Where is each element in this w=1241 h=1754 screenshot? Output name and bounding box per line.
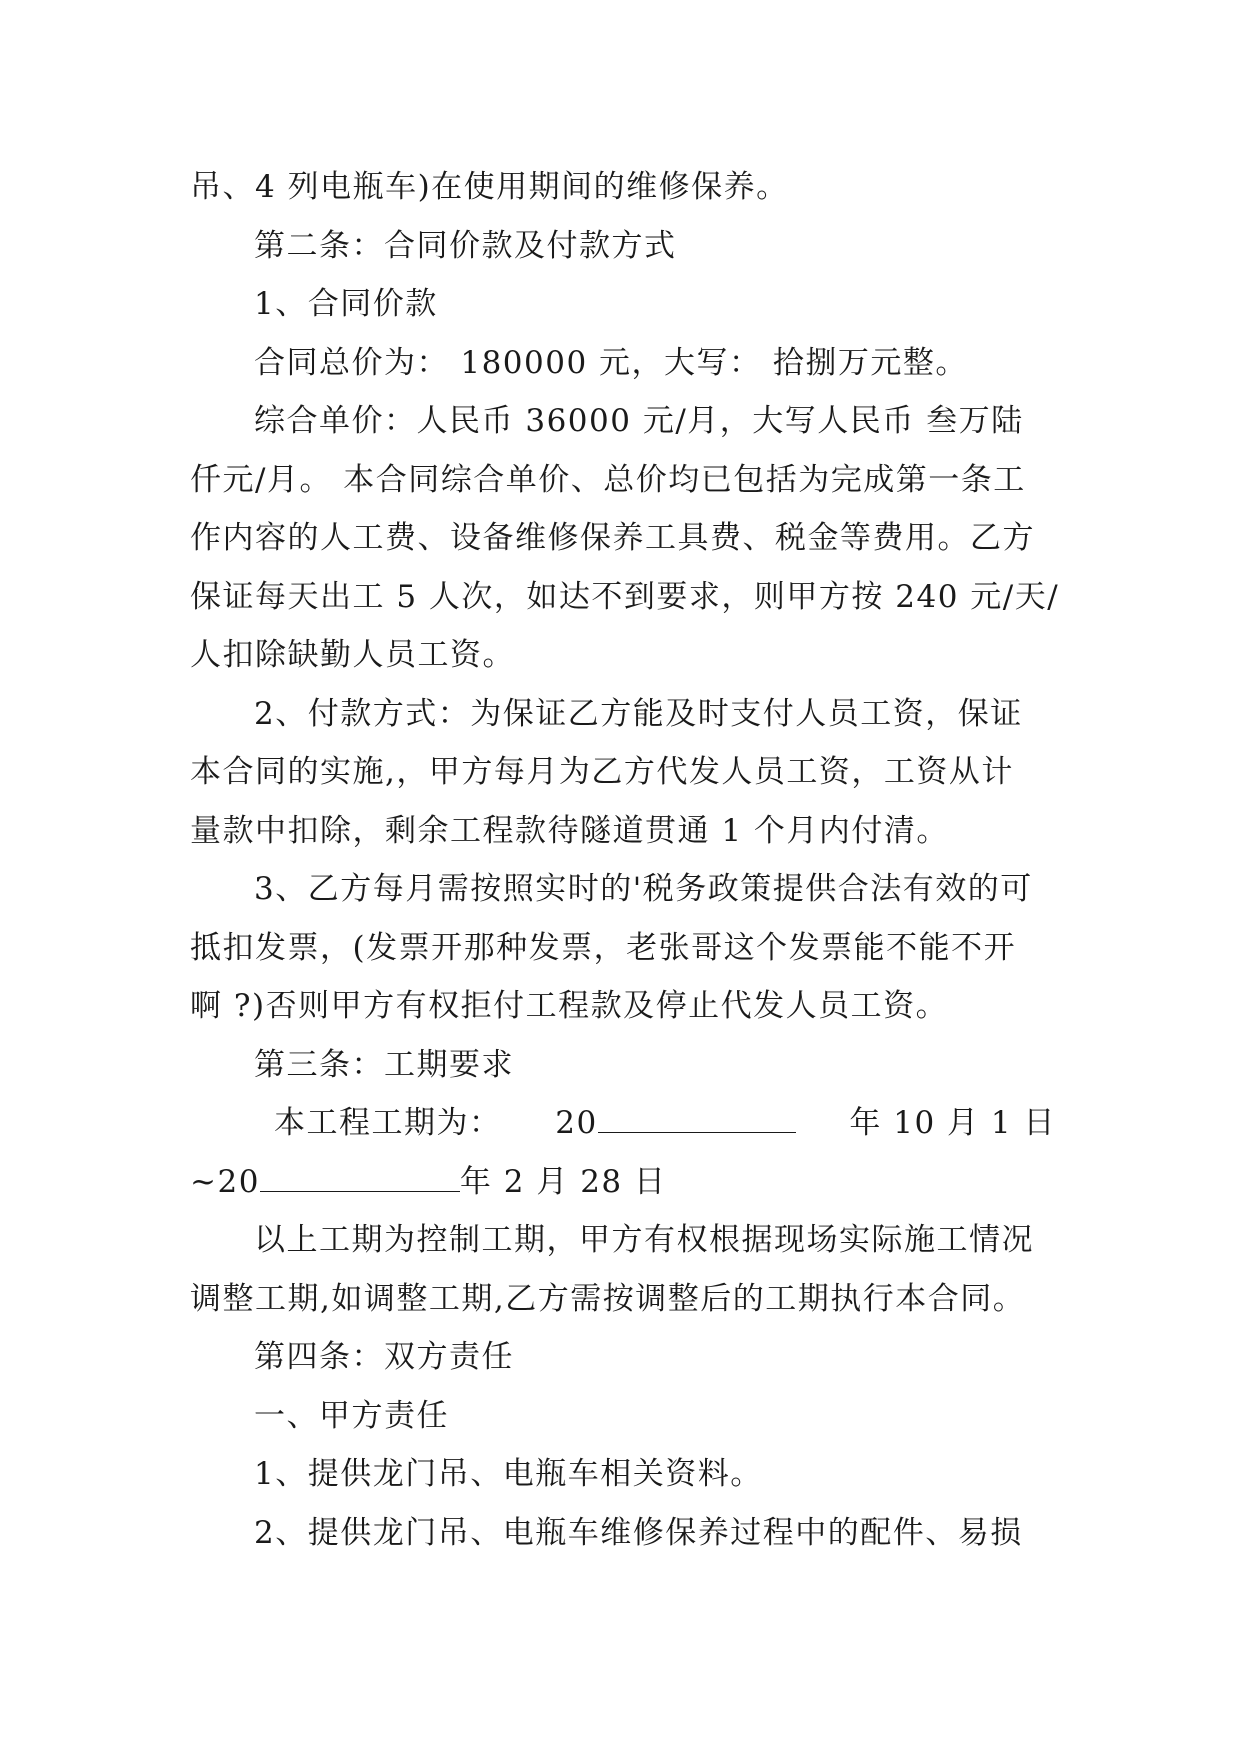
article-heading: 第四条：双方责任 — [254, 1339, 514, 1375]
paragraph-line: 吊、4 列电瓶车)在使用期间的维修保养。 — [190, 169, 789, 205]
contract-body — [190, 158, 1060, 1562]
article-heading: 第三条：工期要求 — [254, 1046, 514, 1083]
paragraph-line: 调整工期,如调整工期,乙方需按调整后的工期执行本合同。 — [190, 1280, 1026, 1317]
blank-underline — [598, 1108, 796, 1133]
paragraph-line: 啊 ?)否则甲方有权拒付工程款及停止代发人员工资。 — [190, 988, 949, 1024]
payment-method-line: 2、付款方式：为保证乙方能及时支付人员工资，保证 — [254, 695, 1023, 732]
paragraph-line: 人扣除缺勤人员工资。 — [190, 637, 515, 673]
paragraph-line: 量款中扣除，剩余工程款待隧道贯通 1 个月内付清。 — [190, 812, 949, 849]
blank-underline — [260, 1167, 460, 1192]
article-heading: 第二条：合同价款及付款方式 — [254, 227, 677, 264]
section-heading: 1、合同价款 — [254, 286, 438, 322]
period-end-suffix: 年 2 月 28 日 — [459, 1163, 667, 1200]
paragraph-line: 抵扣发票，(发票开那种发票，老张哥这个发票能不能不开 — [190, 929, 1017, 966]
period-start-prefix: 20 — [555, 1105, 598, 1141]
list-item: 2、提供龙门吊、电瓶车维修保养过程中的配件、易损 — [254, 1514, 1023, 1551]
list-item: 1、提供龙门吊、电瓶车相关资料。 — [254, 1456, 763, 1492]
paragraph-line: 保证每天出工 5 人次，如达不到要求，则甲方按 240 元/天/ — [190, 578, 1060, 615]
period-start-suffix: 年 10 月 1 日 — [849, 1105, 1056, 1141]
paragraph-line: 仟元/月。 本合同综合单价、总价均已包括为完成第一条工 — [190, 461, 1026, 498]
period-label: 本工程工期为： — [274, 1105, 502, 1141]
section-heading: 一、甲方责任 — [254, 1397, 449, 1434]
period-end-prefix: ~20 — [190, 1163, 260, 1200]
total-price-line: 合同总价为： 180000 元，大写： 拾捌万元整。 — [254, 344, 968, 381]
invoice-clause-line: 3、乙方每月需按照实时的'税务政策提供合法有效的可 — [254, 871, 1033, 907]
paragraph-line: 本合同的实施,，甲方每月为乙方代发人员工资，工资从计 — [190, 754, 1014, 790]
paragraph-line: 作内容的人工费、设备维修保养工具费、税金等费用。乙方 — [190, 520, 1035, 556]
paragraph-line: 以上工期为控制工期，甲方有权根据现场实际施工情况 — [254, 1222, 1034, 1258]
construction-period-end-line — [190, 1153, 1060, 1212]
construction-period-line — [190, 1094, 1060, 1153]
period-start — [555, 1094, 795, 1153]
unit-price-line: 综合单价：人民币 36000 元/月，大写人民币 叁万陆 — [254, 403, 1024, 439]
